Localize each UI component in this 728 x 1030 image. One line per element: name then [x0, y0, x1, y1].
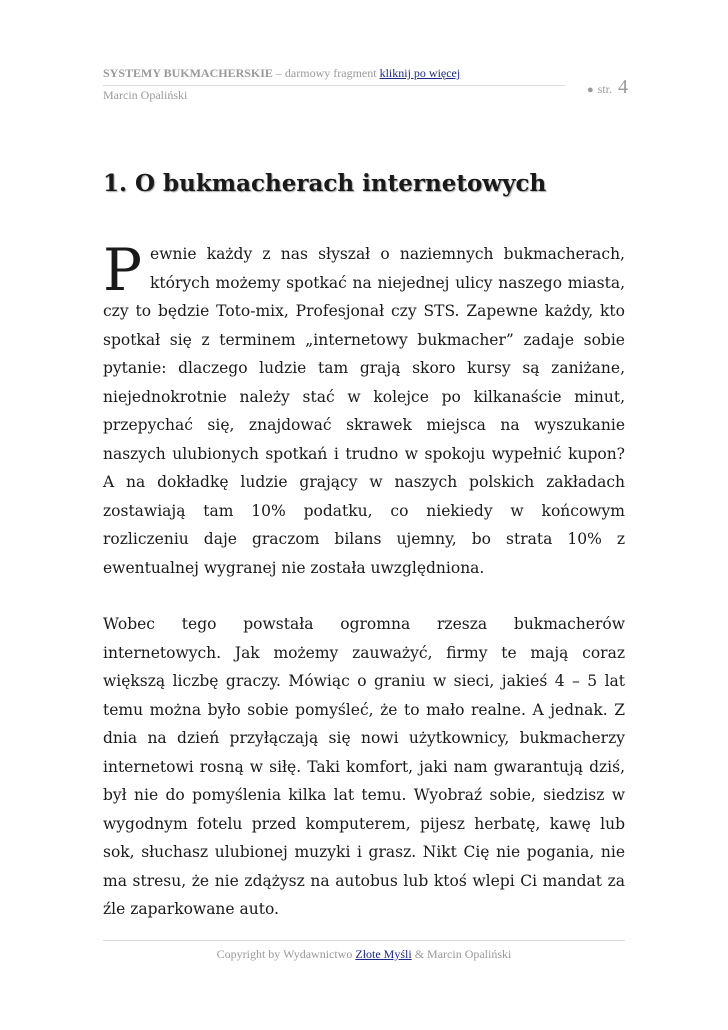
header-more-link[interactable]: kliknij po więcej	[379, 66, 461, 80]
footer-divider	[103, 940, 625, 941]
footer-copyright	[103, 947, 625, 962]
footer-publisher-link[interactable]: Złote Myśli	[355, 947, 412, 961]
bullet-icon: ●	[587, 84, 594, 96]
page-header	[103, 66, 628, 102]
chapter-title: 1. O bukmacherach internetowych	[103, 170, 547, 197]
page-number-value: 4	[618, 76, 628, 98]
footer-suffix: & Marcin Opaliński	[411, 947, 512, 961]
paragraph-1-text: ewnie każdy z nas słyszał o naziemnych bukmacherach, których możemy spotkać na niejednej ulicy naszego miasta, czy to będzie Toto-mix, Profesjonał czy STS. Zapewne każdy, kto spotkał się z terminem „internetowy bukmacher” zadaje sobie pytanie: dlaczego ludzie tam grają skoro kursy są zaniżane, niejednokrotnie należy stać w kolejce po kilkanaście minut, przepychać się, znajdować skrawek miejsca na wyszukanie naszych ulubionych spotkań i trudno w spokoju wypełnić kupon? A na dokładkę ludzie grający w naszych polskich zakładach zostawiają tam 10% podatku, co niekiedy w końcowym rozliczeniu daje graczom bilans ujemny, bo strata 10% z ewentualnej wygranej nie została uwzględniona.	[103, 245, 625, 577]
paragraph-2: Wobec tego powstała ogromna rzesza bukmacherów internetowych. Jak możemy zauważyć, firmy te mają coraz większą liczbę graczy. Mówiąc o graniu w sieci, jakieś 4 – 5 lat temu można było sobie pomyśleć, że to mało realne. A jednak. Z dnia na dzień przyłączają się nowi użytkownicy, bukmacherzy internetowi rosną w siłę. Taki komfort, jaki nam gwarantują dziś, był nie do pomyślenia kilka lat temu. Wyobraź sobie, siedzisz w wygodnym fotelu przed komputerem, pijesz herbatę, kawę lub sok, słuchasz ulubionej muzyki i grasz. Nikt Cię nie pogania, nie ma stresu, że nie zdążysz na autobus lub ktoś wlepi Ci mandat za źle zaparkowane auto.	[103, 615, 625, 918]
header-author: Marcin Opaliński	[103, 88, 188, 102]
header-line	[103, 66, 628, 81]
body-text	[103, 236, 625, 924]
footer-prefix: Copyright by Wydawnictwo	[216, 947, 356, 961]
paragraph-1	[103, 236, 625, 582]
header-separator: – darmowy fragment	[272, 66, 380, 80]
page-footer	[103, 940, 625, 962]
drop-cap: P	[103, 236, 143, 304]
page-number	[587, 76, 628, 99]
page-number-label: str.	[597, 82, 612, 96]
header-book-title: SYSTEMY BUKMACHERSKIE	[103, 66, 273, 80]
header-divider	[103, 85, 565, 86]
